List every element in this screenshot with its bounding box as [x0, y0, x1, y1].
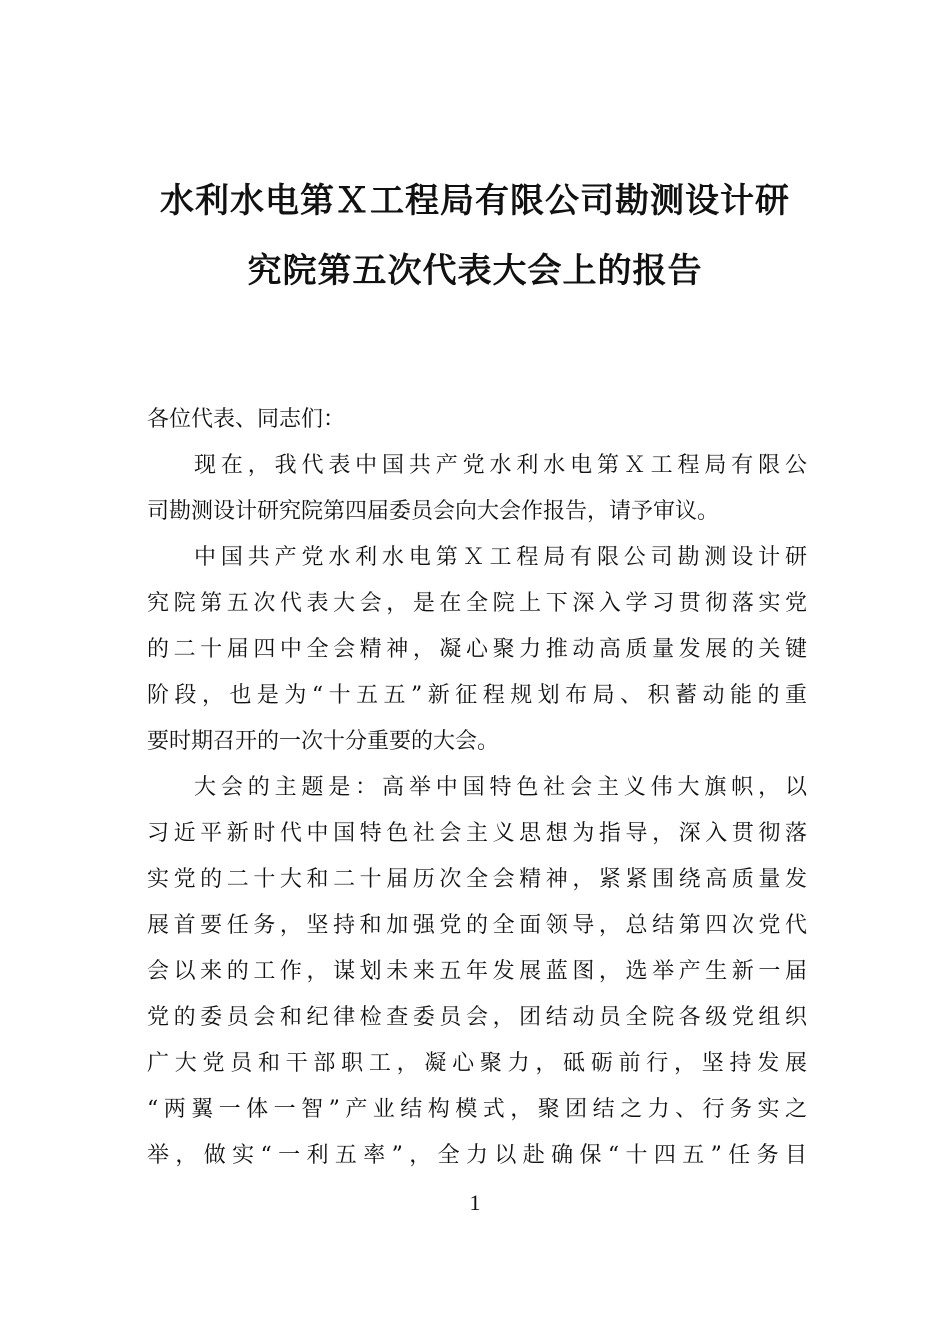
paragraph-2-line-2: 究院第五次代表大会，是在全院上下深入学习贯彻落实党: [147, 591, 807, 616]
paragraph-3-line-5: 会以来的工作，谋划未来五年发展蓝图，选举产生新一届: [147, 959, 807, 984]
paragraph-1-line-2: 司勘测设计研究院第四届委员会向大会作报告，请予审议。: [147, 499, 720, 524]
paragraph-2-line-5: 要时期召开的一次十分重要的大会。: [147, 729, 500, 754]
paragraph-3-line-7: 广大党员和干部职工，凝心聚力，砥砺前行，坚持发展: [147, 1051, 807, 1076]
paragraph-2-line-4: 阶段，也是为“十五五”新征程规划布局、积蓄动能的重: [147, 683, 807, 708]
title-line-2: 究院第五次代表大会上的报告: [247, 251, 703, 291]
paragraph-1-line-1: 现在，我代表中国共产党水利水电第Ｘ工程局有限公: [194, 453, 807, 478]
paragraph-2-line-1: 中国共产党水利水电第Ｘ工程局有限公司勘测设计研: [194, 545, 807, 570]
paragraph-3-line-6: 党的委员会和纪律检查委员会，团结动员全院各级党组织: [147, 1005, 807, 1030]
paragraph-2-line-3: 的二十届四中全会精神，凝心聚力推动高质量发展的关键: [147, 637, 807, 662]
paragraph-3-line-3: 实党的二十大和二十届历次全会精神，紧紧围绕高质量发: [147, 867, 807, 892]
paragraph-3-line-1: 大会的主题是：高举中国特色社会主义伟大旗帜，以: [194, 775, 807, 800]
paragraph-3-line-8: “两翼一体一智”产业结构模式，聚团结之力、行务实之: [147, 1097, 807, 1122]
document-title: [120, 166, 830, 306]
paragraph-3-line-2: 习近平新时代中国特色社会主义思想为指导，深入贯彻落: [147, 821, 807, 846]
title-line-1: 水利水电第Ｘ工程局有限公司勘测设计研: [160, 181, 790, 221]
salutation: 各位代表、同志们：: [147, 407, 346, 432]
paragraph-3-line-4: 展首要任务，坚持和加强党的全面领导，总结第四次党代: [147, 913, 807, 938]
page-number: 1: [469, 1190, 481, 1215]
paragraph-3-line-9: 举，做实“一利五率”，全力以赴确保“十四五”任务目: [147, 1143, 807, 1168]
document-body: [147, 397, 807, 1179]
